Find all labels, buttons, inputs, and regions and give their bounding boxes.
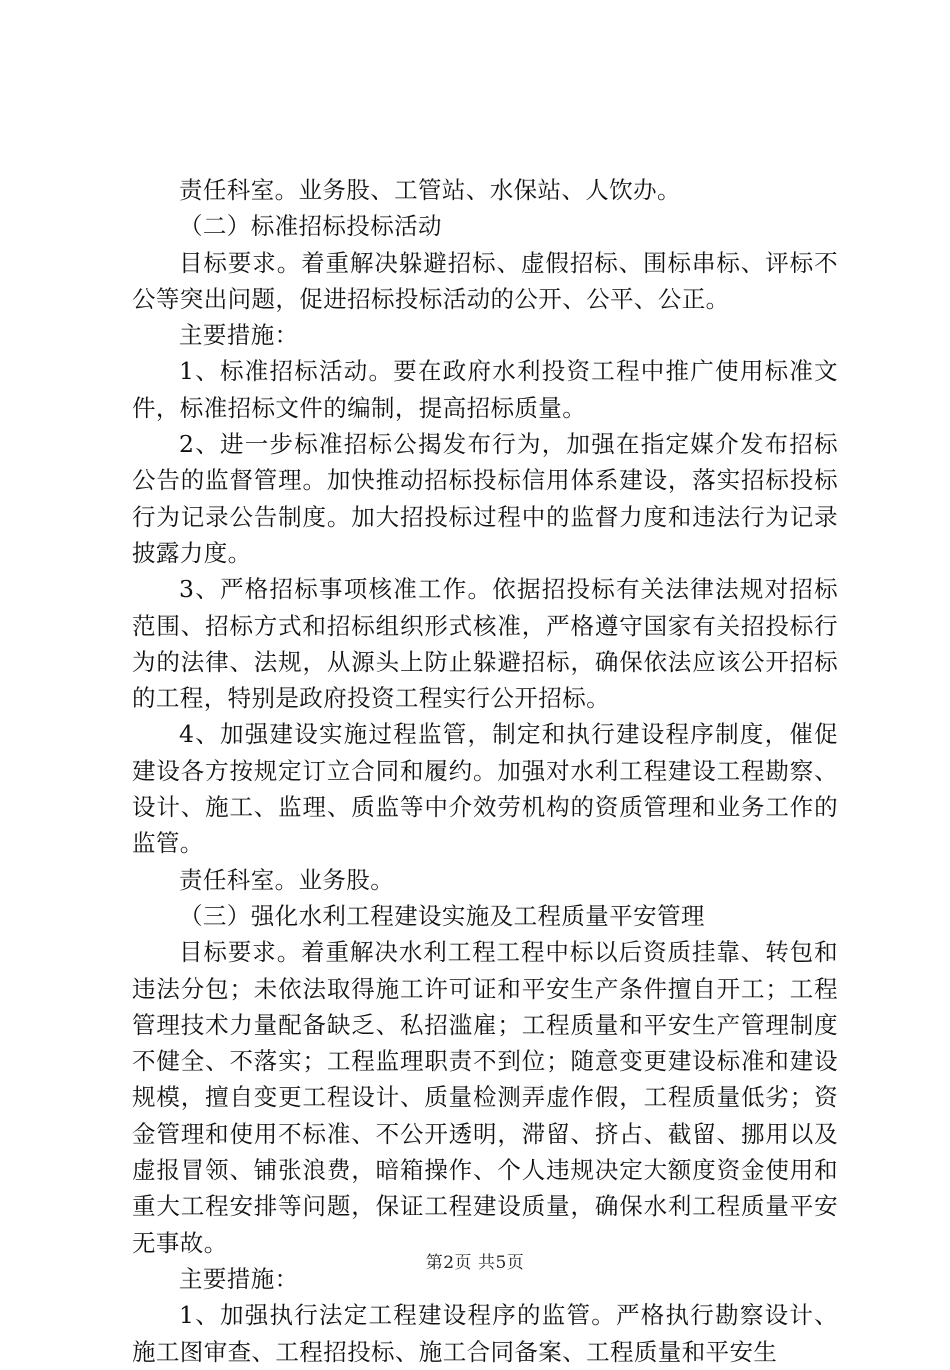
paragraph-responsible-office-2: 责任科室。业务股。: [179, 865, 395, 894]
page-number-footer: 第2页 共5页: [425, 1253, 525, 1273]
section-heading-2: （二）标准招标投标活动: [179, 212, 442, 241]
paragraph-measure-3-1: 1、加强执行法定工程建设程序的监管。严格执行勘察设计、施工图审查、工程招投标、施工合同备案、工程质量和平安生: [132, 1301, 838, 1366]
paragraph-measure-1: 1、标准招标活动。要在政府水利投资工程中推广使用标准文件，标准招标文件的编制，提高招标质量。: [132, 357, 838, 422]
paragraph-main-measures-3: 主要措施：: [179, 1264, 299, 1293]
document-body: [132, 172, 838, 1370]
paragraph-measure-4: 4、加强建设实施过程监管，制定和执行建设程序制度，催促建设各方按规定订立合同和履约。加强对水利工程建设工程勘察、设计、施工、监理、质监等中介效劳机构的资质管理和业务工作的监管。: [132, 720, 838, 858]
paragraph-measure-3: 3、严格招标事项核准工作。依据招投标有关法律法规对招标范围、招标方式和招标组织形式核准，严格遵守国家有关招投标行为的法律、法规，从源头上防止躲避招标，确保依法应该公开招标的工程，特别是政府投资工程实行公开招标。: [132, 575, 838, 713]
paragraph-target-requirement-3: 目标要求。着重解决水利工程工程中标以后资质挂靠、转包和违法分包；未依法取得施工许可证和平安生产条件擅自开工；工程管理技术力量配备缺乏、私招滥雇；工程质量和平安生产管理制度不健全、不落实；工程监理职责不到位；随意变更建设标准和建设规模，擅自变更工程设计、质量检测弄虚作假，工程质量低劣；资金管理和使用不标准、不公开透明，滞留、挤占、截留、挪用以及虚报冒领、铺张浪费，暗箱操作、个人违规决定大额度资金使用和重大工程安排等问题，保证工程建设质量，确保水利工程质量平安无事故。: [132, 938, 838, 1257]
paragraph-responsible-office-1: 责任科室。业务股、工管站、水保站、人饮办。: [179, 176, 681, 204]
section-heading-3: （三）强化水利工程建设实施及工程质量平安管理: [179, 901, 705, 930]
paragraph-measure-2: 2、进一步标准招标公揭发布行为，加强在指定媒介发布招标公告的监督管理。加快推动招标投标信用体系建设，落实招标投标行为记录公告制度。加大招投标过程中的监督力度和违法行为记录披露力度。: [132, 430, 838, 567]
paragraph-main-measures-2: 主要措施：: [179, 321, 299, 350]
paragraph-target-requirement-2: 目标要求。着重解决躲避招标、虚假招标、围标串标、评标不公等突出问题，促进招标投标活动的公开、公平、公正。: [132, 248, 838, 313]
